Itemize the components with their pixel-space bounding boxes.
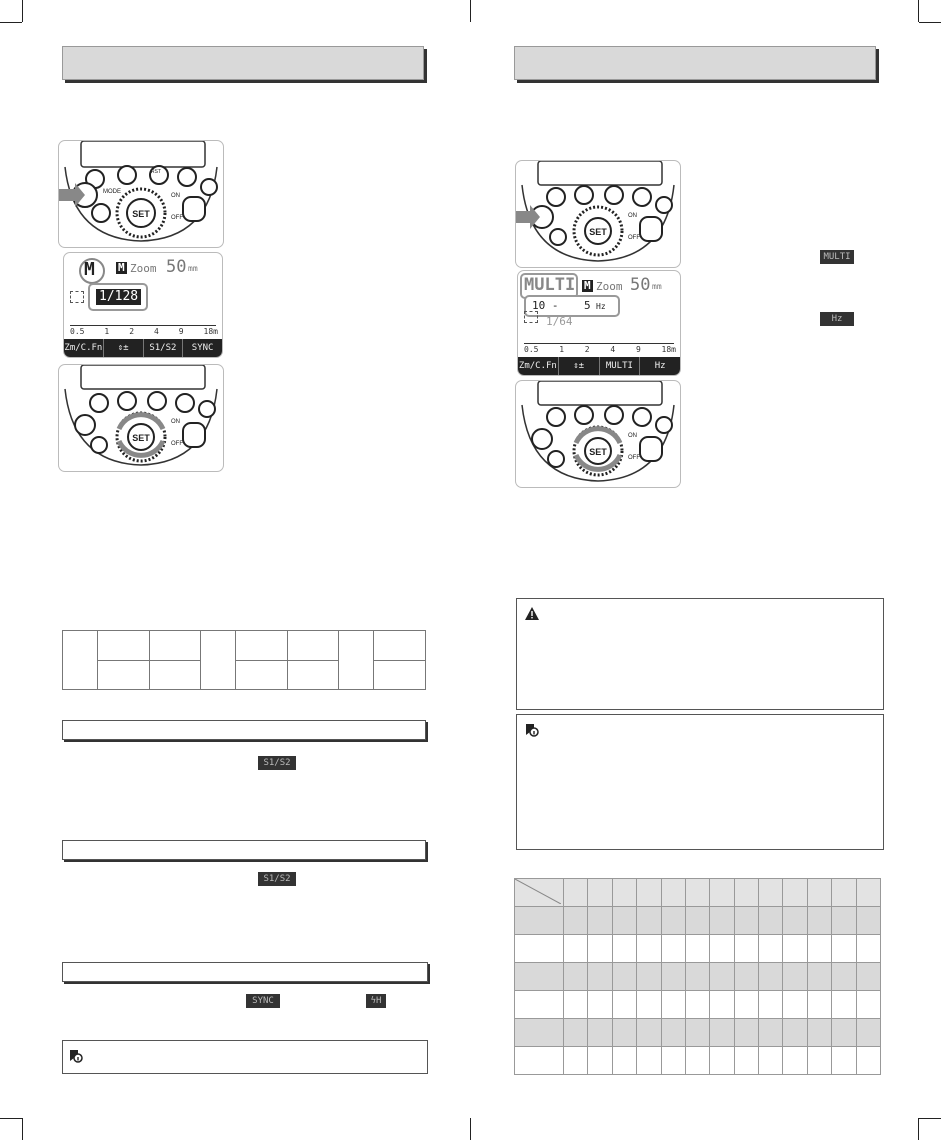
zoom-value: 50 [166,257,187,277]
softkey-1[interactable]: Zm/C.Fn [518,361,557,371]
s1s2-tag-1: S1/S2 [258,756,296,770]
note-icon [525,723,539,737]
distance-scale-labels: 0.5 1 2 4 9 18m [70,327,218,336]
warning-icon [525,607,539,620]
flash-panel-mode-button-illustration-right [515,160,681,268]
left-section-header [62,46,424,80]
warning-box [516,598,884,710]
svg-text:SET: SET [589,227,607,237]
crop-mark [919,22,941,23]
distance-scale-labels: 0.5 1 2 4 9 18m [524,345,676,354]
svg-text:ON: ON [628,213,637,219]
crop-mark [919,1118,941,1119]
svg-text:ON: ON [171,419,180,425]
zoom-unit: mm [652,282,662,291]
distance-scale [70,325,216,326]
svg-text:OFF: OFF [171,215,183,221]
svg-text:SET: SET [132,433,150,443]
flash-head-icon [70,291,84,303]
softkey-2[interactable]: ⇕± [558,357,599,375]
lcd-manual-mode [63,252,223,358]
note-icon [69,1049,83,1063]
multi-flash-table [514,878,881,1075]
crop-mark [22,0,23,22]
crop-mark [0,1118,22,1119]
svg-text:RST: RST [151,169,161,175]
mode-icon: M [584,279,591,292]
subheading-bar-1 [62,720,426,740]
multi-freq-unit: Hz [596,302,606,311]
subheading-bar-2 [62,840,426,860]
multi-inline-tag: MULTI [820,250,854,264]
left-note-box [62,1040,428,1074]
zoom-unit: mm [188,264,198,273]
set-label: SET [132,209,150,219]
softkey-bar [518,357,680,375]
zoom-value: 50 [630,275,651,295]
svg-text:ON: ON [628,433,637,439]
right-section-header [514,46,876,80]
table-row [515,1047,881,1075]
mode-icon: M [118,261,125,274]
svg-text:OFF: OFF [628,455,640,461]
s1s2-tag-2: S1/S2 [258,872,296,886]
multi-freq: 5 [584,299,591,312]
flash-panel-dial-illustration-right [515,380,681,488]
zoom-label: Zoom [130,262,157,275]
power-value: 1/128 [96,289,141,305]
table-row [515,1019,881,1047]
softkey-2[interactable]: ⇕± [103,339,143,357]
softkey-4[interactable]: SYNC [182,339,222,357]
sync-tag: SYNC [246,994,280,1008]
note-box [516,714,884,850]
zoom-label: Zoom [596,280,623,293]
mode-text: MULTI [524,275,576,295]
softkey-3[interactable]: S1/S2 [143,339,183,357]
table-row [515,963,881,991]
flash-panel-dial-illustration [58,364,224,472]
mode-letter: M [84,259,95,280]
power-value: 1/64 [546,315,573,328]
crop-mark [0,22,22,23]
crop-mark [470,0,471,22]
table-row [515,991,881,1019]
distance-scale [524,343,674,344]
crop-mark [22,1118,23,1140]
crop-mark [470,1118,471,1140]
crop-mark [918,1118,919,1140]
subheading-bar-3 [62,962,428,982]
svg-text:SET: SET [589,447,607,457]
softkey-4[interactable]: Hz [639,357,680,375]
crop-mark [918,0,919,22]
lcd-multi-mode [517,270,681,376]
hz-inline-tag: Hz [820,312,854,326]
softkey-1[interactable]: Zm/C.Fn [64,343,103,353]
table-row [515,907,881,935]
softkey-bar [64,339,222,357]
flash-h-tag: ϟH [366,994,386,1008]
left-table [62,630,426,690]
table-corner-cell [515,879,564,907]
softkey-3[interactable]: MULTI [599,357,640,375]
svg-text:OFF: OFF [628,235,640,241]
flash-panel-mode-button-illustration [58,140,224,248]
multi-count: 10 - [532,299,559,312]
svg-text:ON: ON [171,193,180,199]
flash-head-icon [524,311,538,323]
svg-text:OFF: OFF [171,441,183,447]
svg-text:MODE: MODE [103,189,121,195]
table-row [515,935,881,963]
